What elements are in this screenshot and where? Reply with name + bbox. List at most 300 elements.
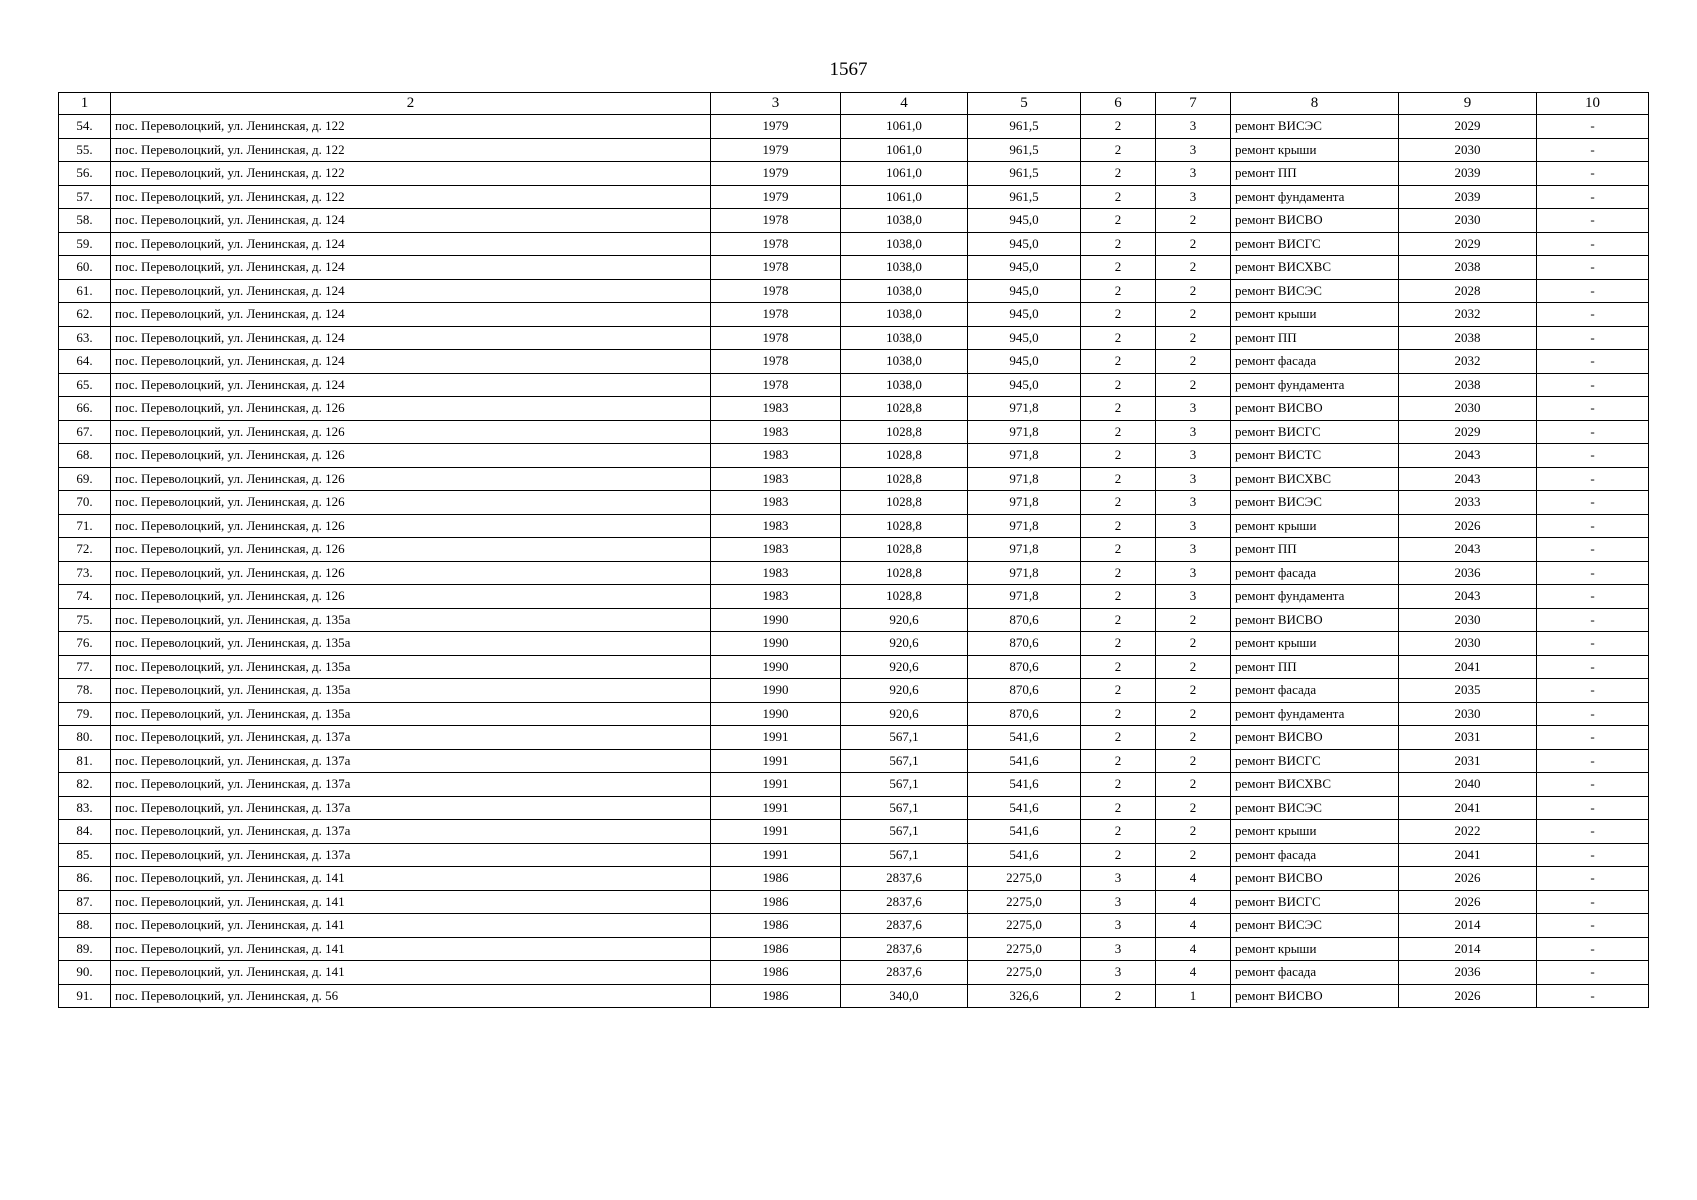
entrances-cell: 2 <box>1156 350 1231 374</box>
planned-year-cell: 2039 <box>1399 162 1537 186</box>
work-type-cell: ремонт ВИСВО <box>1231 984 1399 1008</box>
floors-cell: 2 <box>1081 726 1156 750</box>
register-table <box>58 92 1649 1008</box>
total-area-cell: 340,0 <box>841 984 968 1008</box>
planned-year-cell: 2030 <box>1399 632 1537 656</box>
entrances-cell: 2 <box>1156 655 1231 679</box>
row-number-cell: 74. <box>59 585 111 609</box>
address-cell: пос. Переволоцкий, ул. Ленинская, д. 126 <box>111 491 711 515</box>
note-cell: - <box>1537 303 1649 327</box>
living-area-cell: 971,8 <box>968 585 1081 609</box>
page-number: 1567 <box>829 59 868 80</box>
living-area-cell: 971,8 <box>968 467 1081 491</box>
living-area-cell: 971,8 <box>968 561 1081 585</box>
year-cell: 1978 <box>711 350 841 374</box>
note-cell: - <box>1537 491 1649 515</box>
row-number-cell: 86. <box>59 867 111 891</box>
table-row <box>59 984 1649 1008</box>
table-row <box>59 303 1649 327</box>
floors-cell: 2 <box>1081 561 1156 585</box>
table-row <box>59 608 1649 632</box>
planned-year-cell: 2030 <box>1399 209 1537 233</box>
floors-cell: 2 <box>1081 843 1156 867</box>
living-area-cell: 870,6 <box>968 655 1081 679</box>
note-cell: - <box>1537 820 1649 844</box>
row-number-cell: 67. <box>59 420 111 444</box>
total-area-cell: 567,1 <box>841 820 968 844</box>
total-area-cell: 1028,8 <box>841 585 968 609</box>
address-cell: пос. Переволоцкий, ул. Ленинская, д. 122 <box>111 162 711 186</box>
row-number-cell: 68. <box>59 444 111 468</box>
row-number-cell: 85. <box>59 843 111 867</box>
table-row <box>59 138 1649 162</box>
total-area-cell: 1061,0 <box>841 115 968 139</box>
living-area-cell: 2275,0 <box>968 914 1081 938</box>
table-row <box>59 209 1649 233</box>
work-type-cell: ремонт ВИСВО <box>1231 397 1399 421</box>
living-area-cell: 945,0 <box>968 209 1081 233</box>
table-row <box>59 232 1649 256</box>
floors-cell: 2 <box>1081 679 1156 703</box>
total-area-cell: 1061,0 <box>841 185 968 209</box>
address-cell: пос. Переволоцкий, ул. Ленинская, д. 137а <box>111 773 711 797</box>
address-cell: пос. Переволоцкий, ул. Ленинская, д. 141 <box>111 890 711 914</box>
total-area-cell: 2837,6 <box>841 914 968 938</box>
row-number-cell: 75. <box>59 608 111 632</box>
address-cell: пос. Переволоцкий, ул. Ленинская, д. 126 <box>111 538 711 562</box>
entrances-cell: 2 <box>1156 209 1231 233</box>
address-cell: пос. Переволоцкий, ул. Ленинская, д. 124 <box>111 303 711 327</box>
entrances-cell: 3 <box>1156 561 1231 585</box>
floors-cell: 3 <box>1081 890 1156 914</box>
planned-year-cell: 2029 <box>1399 115 1537 139</box>
note-cell: - <box>1537 796 1649 820</box>
table-row <box>59 702 1649 726</box>
table-row <box>59 726 1649 750</box>
table-row <box>59 820 1649 844</box>
living-area-cell: 971,8 <box>968 444 1081 468</box>
note-cell: - <box>1537 162 1649 186</box>
living-area-cell: 971,8 <box>968 538 1081 562</box>
total-area-cell: 1038,0 <box>841 256 968 280</box>
total-area-cell: 567,1 <box>841 773 968 797</box>
note-cell: - <box>1537 679 1649 703</box>
planned-year-cell: 2036 <box>1399 561 1537 585</box>
work-type-cell: ремонт ВИСЭС <box>1231 914 1399 938</box>
planned-year-cell: 2043 <box>1399 444 1537 468</box>
address-cell: пос. Переволоцкий, ул. Ленинская, д. 124 <box>111 373 711 397</box>
living-area-cell: 870,6 <box>968 632 1081 656</box>
planned-year-cell: 2014 <box>1399 914 1537 938</box>
table-row <box>59 867 1649 891</box>
row-number-cell: 59. <box>59 232 111 256</box>
column-header: 4 <box>841 93 968 115</box>
planned-year-cell: 2043 <box>1399 585 1537 609</box>
floors-cell: 2 <box>1081 491 1156 515</box>
address-cell: пос. Переволоцкий, ул. Ленинская, д. 124 <box>111 232 711 256</box>
year-cell: 1986 <box>711 867 841 891</box>
column-header: 1 <box>59 93 111 115</box>
living-area-cell: 541,6 <box>968 726 1081 750</box>
address-cell: пос. Переволоцкий, ул. Ленинская, д. 124 <box>111 279 711 303</box>
row-number-cell: 58. <box>59 209 111 233</box>
note-cell: - <box>1537 749 1649 773</box>
total-area-cell: 2837,6 <box>841 890 968 914</box>
row-number-cell: 65. <box>59 373 111 397</box>
total-area-cell: 1028,8 <box>841 397 968 421</box>
entrances-cell: 2 <box>1156 796 1231 820</box>
row-number-cell: 70. <box>59 491 111 515</box>
note-cell: - <box>1537 256 1649 280</box>
planned-year-cell: 2031 <box>1399 726 1537 750</box>
address-cell: пос. Переволоцкий, ул. Ленинская, д. 135а <box>111 679 711 703</box>
living-area-cell: 2275,0 <box>968 937 1081 961</box>
table-row <box>59 279 1649 303</box>
planned-year-cell: 2030 <box>1399 702 1537 726</box>
address-cell: пос. Переволоцкий, ул. Ленинская, д. 135а <box>111 632 711 656</box>
living-area-cell: 945,0 <box>968 326 1081 350</box>
planned-year-cell: 2028 <box>1399 279 1537 303</box>
total-area-cell: 567,1 <box>841 749 968 773</box>
living-area-cell: 870,6 <box>968 679 1081 703</box>
planned-year-cell: 2040 <box>1399 773 1537 797</box>
row-number-cell: 90. <box>59 961 111 985</box>
address-cell: пос. Переволоцкий, ул. Ленинская, д. 124 <box>111 209 711 233</box>
planned-year-cell: 2026 <box>1399 890 1537 914</box>
planned-year-cell: 2030 <box>1399 397 1537 421</box>
year-cell: 1986 <box>711 914 841 938</box>
floors-cell: 2 <box>1081 749 1156 773</box>
planned-year-cell: 2014 <box>1399 937 1537 961</box>
total-area-cell: 920,6 <box>841 608 968 632</box>
work-type-cell: ремонт ВИСГС <box>1231 749 1399 773</box>
row-number-cell: 66. <box>59 397 111 421</box>
planned-year-cell: 2029 <box>1399 232 1537 256</box>
entrances-cell: 4 <box>1156 961 1231 985</box>
address-cell: пос. Переволоцкий, ул. Ленинская, д. 122 <box>111 185 711 209</box>
planned-year-cell: 2038 <box>1399 326 1537 350</box>
table-row <box>59 397 1649 421</box>
note-cell: - <box>1537 138 1649 162</box>
planned-year-cell: 2032 <box>1399 350 1537 374</box>
entrances-cell: 2 <box>1156 702 1231 726</box>
address-cell: пос. Переволоцкий, ул. Ленинская, д. 141 <box>111 914 711 938</box>
note-cell: - <box>1537 890 1649 914</box>
column-header: 9 <box>1399 93 1537 115</box>
year-cell: 1991 <box>711 796 841 820</box>
floors-cell: 2 <box>1081 209 1156 233</box>
floors-cell: 2 <box>1081 984 1156 1008</box>
entrances-cell: 2 <box>1156 608 1231 632</box>
year-cell: 1983 <box>711 444 841 468</box>
note-cell: - <box>1537 514 1649 538</box>
column-header: 3 <box>711 93 841 115</box>
entrances-cell: 3 <box>1156 185 1231 209</box>
planned-year-cell: 2033 <box>1399 491 1537 515</box>
work-type-cell: ремонт ВИСХВС <box>1231 773 1399 797</box>
living-area-cell: 971,8 <box>968 491 1081 515</box>
entrances-cell: 3 <box>1156 115 1231 139</box>
column-header: 10 <box>1537 93 1649 115</box>
year-cell: 1990 <box>711 702 841 726</box>
note-cell: - <box>1537 655 1649 679</box>
row-number-cell: 76. <box>59 632 111 656</box>
note-cell: - <box>1537 444 1649 468</box>
row-number-cell: 55. <box>59 138 111 162</box>
work-type-cell: ремонт крыши <box>1231 820 1399 844</box>
note-cell: - <box>1537 867 1649 891</box>
work-type-cell: ремонт фасада <box>1231 350 1399 374</box>
floors-cell: 2 <box>1081 397 1156 421</box>
work-type-cell: ремонт фасада <box>1231 843 1399 867</box>
entrances-cell: 3 <box>1156 397 1231 421</box>
year-cell: 1983 <box>711 467 841 491</box>
floors-cell: 2 <box>1081 115 1156 139</box>
year-cell: 1983 <box>711 585 841 609</box>
floors-cell: 2 <box>1081 538 1156 562</box>
year-cell: 1986 <box>711 984 841 1008</box>
address-cell: пос. Переволоцкий, ул. Ленинская, д. 126 <box>111 420 711 444</box>
table-row <box>59 420 1649 444</box>
row-number-cell: 80. <box>59 726 111 750</box>
floors-cell: 2 <box>1081 796 1156 820</box>
note-cell: - <box>1537 914 1649 938</box>
year-cell: 1978 <box>711 303 841 327</box>
floors-cell: 2 <box>1081 279 1156 303</box>
note-cell: - <box>1537 773 1649 797</box>
table-row <box>59 561 1649 585</box>
work-type-cell: ремонт ВИСЭС <box>1231 279 1399 303</box>
living-area-cell: 870,6 <box>968 702 1081 726</box>
address-cell: пос. Переволоцкий, ул. Ленинская, д. 122 <box>111 138 711 162</box>
table-row <box>59 890 1649 914</box>
row-number-cell: 77. <box>59 655 111 679</box>
table-header-row <box>59 93 1649 115</box>
entrances-cell: 3 <box>1156 514 1231 538</box>
row-number-cell: 69. <box>59 467 111 491</box>
year-cell: 1986 <box>711 890 841 914</box>
total-area-cell: 1028,8 <box>841 491 968 515</box>
floors-cell: 2 <box>1081 585 1156 609</box>
row-number-cell: 63. <box>59 326 111 350</box>
note-cell: - <box>1537 185 1649 209</box>
planned-year-cell: 2029 <box>1399 420 1537 444</box>
entrances-cell: 2 <box>1156 256 1231 280</box>
row-number-cell: 54. <box>59 115 111 139</box>
floors-cell: 2 <box>1081 702 1156 726</box>
living-area-cell: 961,5 <box>968 162 1081 186</box>
note-cell: - <box>1537 961 1649 985</box>
entrances-cell: 2 <box>1156 373 1231 397</box>
table-row <box>59 373 1649 397</box>
note-cell: - <box>1537 397 1649 421</box>
note-cell: - <box>1537 209 1649 233</box>
floors-cell: 2 <box>1081 256 1156 280</box>
total-area-cell: 1028,8 <box>841 514 968 538</box>
year-cell: 1986 <box>711 937 841 961</box>
entrances-cell: 3 <box>1156 491 1231 515</box>
note-cell: - <box>1537 232 1649 256</box>
living-area-cell: 541,6 <box>968 843 1081 867</box>
table-row <box>59 115 1649 139</box>
entrances-cell: 3 <box>1156 138 1231 162</box>
planned-year-cell: 2041 <box>1399 843 1537 867</box>
address-cell: пос. Переволоцкий, ул. Ленинская, д. 135а <box>111 608 711 632</box>
entrances-cell: 2 <box>1156 679 1231 703</box>
address-cell: пос. Переволоцкий, ул. Ленинская, д. 137а <box>111 843 711 867</box>
table-row <box>59 773 1649 797</box>
row-number-cell: 81. <box>59 749 111 773</box>
table-body <box>59 115 1649 1008</box>
planned-year-cell: 2036 <box>1399 961 1537 985</box>
work-type-cell: ремонт фасада <box>1231 561 1399 585</box>
living-area-cell: 971,8 <box>968 514 1081 538</box>
table-row <box>59 632 1649 656</box>
note-cell: - <box>1537 467 1649 491</box>
address-cell: пос. Переволоцкий, ул. Ленинская, д. 141 <box>111 937 711 961</box>
year-cell: 1991 <box>711 749 841 773</box>
year-cell: 1979 <box>711 115 841 139</box>
work-type-cell: ремонт крыши <box>1231 138 1399 162</box>
floors-cell: 2 <box>1081 162 1156 186</box>
year-cell: 1990 <box>711 655 841 679</box>
entrances-cell: 3 <box>1156 467 1231 491</box>
year-cell: 1978 <box>711 209 841 233</box>
total-area-cell: 567,1 <box>841 726 968 750</box>
address-cell: пос. Переволоцкий, ул. Ленинская, д. 135а <box>111 655 711 679</box>
work-type-cell: ремонт ПП <box>1231 538 1399 562</box>
year-cell: 1990 <box>711 679 841 703</box>
row-number-cell: 79. <box>59 702 111 726</box>
planned-year-cell: 2041 <box>1399 796 1537 820</box>
work-type-cell: ремонт ВИСВО <box>1231 608 1399 632</box>
note-cell: - <box>1537 326 1649 350</box>
note-cell: - <box>1537 843 1649 867</box>
floors-cell: 2 <box>1081 655 1156 679</box>
work-type-cell: ремонт ВИСГС <box>1231 232 1399 256</box>
address-cell: пос. Переволоцкий, ул. Ленинская, д. 137а <box>111 726 711 750</box>
note-cell: - <box>1537 702 1649 726</box>
row-number-cell: 71. <box>59 514 111 538</box>
work-type-cell: ремонт ВИСХВС <box>1231 467 1399 491</box>
work-type-cell: ремонт фасада <box>1231 679 1399 703</box>
planned-year-cell: 2022 <box>1399 820 1537 844</box>
planned-year-cell: 2031 <box>1399 749 1537 773</box>
planned-year-cell: 2026 <box>1399 984 1537 1008</box>
work-type-cell: ремонт ВИСВО <box>1231 867 1399 891</box>
table-row <box>59 961 1649 985</box>
table-row <box>59 796 1649 820</box>
work-type-cell: ремонт ВИСГС <box>1231 890 1399 914</box>
row-number-cell: 88. <box>59 914 111 938</box>
living-area-cell: 541,6 <box>968 820 1081 844</box>
row-number-cell: 72. <box>59 538 111 562</box>
total-area-cell: 1028,8 <box>841 561 968 585</box>
row-number-cell: 57. <box>59 185 111 209</box>
floors-cell: 3 <box>1081 961 1156 985</box>
table-row <box>59 749 1649 773</box>
living-area-cell: 961,5 <box>968 185 1081 209</box>
entrances-cell: 4 <box>1156 890 1231 914</box>
entrances-cell: 2 <box>1156 820 1231 844</box>
note-cell: - <box>1537 984 1649 1008</box>
floors-cell: 2 <box>1081 514 1156 538</box>
living-area-cell: 541,6 <box>968 773 1081 797</box>
entrances-cell: 2 <box>1156 232 1231 256</box>
floors-cell: 2 <box>1081 820 1156 844</box>
planned-year-cell: 2043 <box>1399 467 1537 491</box>
planned-year-cell: 2035 <box>1399 679 1537 703</box>
work-type-cell: ремонт крыши <box>1231 632 1399 656</box>
year-cell: 1978 <box>711 232 841 256</box>
planned-year-cell: 2026 <box>1399 867 1537 891</box>
table-row <box>59 679 1649 703</box>
table-row <box>59 444 1649 468</box>
address-cell: пос. Переволоцкий, ул. Ленинская, д. 56 <box>111 984 711 1008</box>
table-row <box>59 843 1649 867</box>
work-type-cell: ремонт крыши <box>1231 303 1399 327</box>
total-area-cell: 2837,6 <box>841 867 968 891</box>
table-row <box>59 350 1649 374</box>
entrances-cell: 3 <box>1156 585 1231 609</box>
column-header: 5 <box>968 93 1081 115</box>
planned-year-cell: 2038 <box>1399 256 1537 280</box>
floors-cell: 3 <box>1081 914 1156 938</box>
note-cell: - <box>1537 726 1649 750</box>
floors-cell: 2 <box>1081 303 1156 327</box>
address-cell: пос. Переволоцкий, ул. Ленинская, д. 126 <box>111 444 711 468</box>
year-cell: 1983 <box>711 561 841 585</box>
note-cell: - <box>1537 561 1649 585</box>
floors-cell: 2 <box>1081 632 1156 656</box>
entrances-cell: 2 <box>1156 326 1231 350</box>
living-area-cell: 961,5 <box>968 138 1081 162</box>
planned-year-cell: 2030 <box>1399 608 1537 632</box>
planned-year-cell: 2039 <box>1399 185 1537 209</box>
total-area-cell: 1038,0 <box>841 232 968 256</box>
table-row <box>59 655 1649 679</box>
row-number-cell: 62. <box>59 303 111 327</box>
year-cell: 1979 <box>711 138 841 162</box>
living-area-cell: 2275,0 <box>968 961 1081 985</box>
row-number-cell: 83. <box>59 796 111 820</box>
column-header: 2 <box>111 93 711 115</box>
floors-cell: 2 <box>1081 232 1156 256</box>
note-cell: - <box>1537 538 1649 562</box>
row-number-cell: 82. <box>59 773 111 797</box>
column-header: 6 <box>1081 93 1156 115</box>
work-type-cell: ремонт ПП <box>1231 162 1399 186</box>
total-area-cell: 1028,8 <box>841 420 968 444</box>
row-number-cell: 91. <box>59 984 111 1008</box>
address-cell: пос. Переволоцкий, ул. Ленинская, д. 135а <box>111 702 711 726</box>
work-type-cell: ремонт ВИСЭС <box>1231 796 1399 820</box>
address-cell: пос. Переволоцкий, ул. Ленинская, д. 124 <box>111 326 711 350</box>
entrances-cell: 3 <box>1156 162 1231 186</box>
row-number-cell: 64. <box>59 350 111 374</box>
total-area-cell: 2837,6 <box>841 937 968 961</box>
year-cell: 1991 <box>711 843 841 867</box>
address-cell: пос. Переволоцкий, ул. Ленинская, д. 126 <box>111 467 711 491</box>
table-row <box>59 185 1649 209</box>
work-type-cell: ремонт фундамента <box>1231 185 1399 209</box>
address-cell: пос. Переволоцкий, ул. Ленинская, д. 124 <box>111 256 711 280</box>
address-cell: пос. Переволоцкий, ул. Ленинская, д. 141 <box>111 961 711 985</box>
year-cell: 1978 <box>711 279 841 303</box>
note-cell: - <box>1537 115 1649 139</box>
work-type-cell: ремонт фундамента <box>1231 373 1399 397</box>
work-type-cell: ремонт ВИСТС <box>1231 444 1399 468</box>
